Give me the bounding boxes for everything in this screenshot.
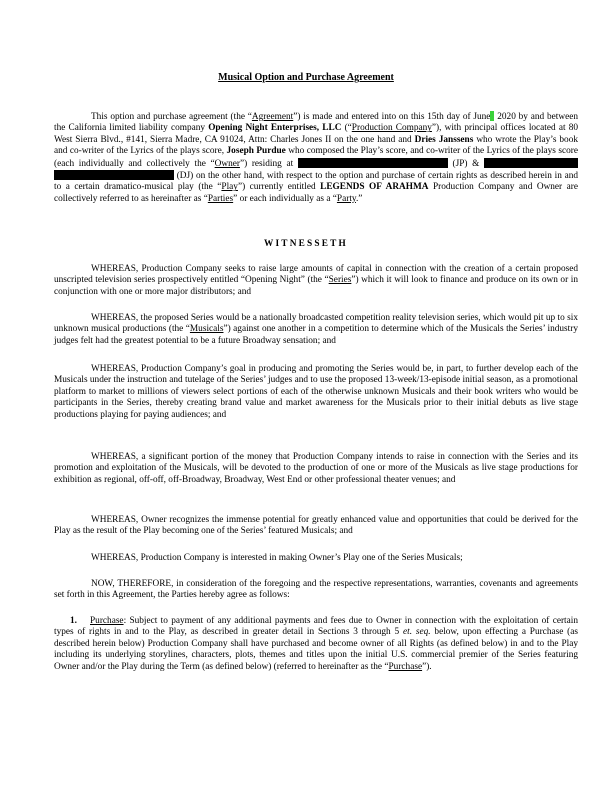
- whereas-paragraph-1: WHEREAS, Production Company seeks to raise large amounts of capital in connection with the creation of a certain proposed unscripted television series prospectively entitled “Opening Night” (the “Series”) which it will look to finance and produce on its own or in conjunction with one or more major distributors; and: [54, 264, 578, 297]
- musicals-term: Musicals: [189, 324, 224, 335]
- purchase-term: Purchase: [388, 661, 423, 672]
- whereas-paragraph-6: WHEREAS, Production Company is interested in making Owner’s Play one of the Series Musicals;: [91, 553, 463, 563]
- intro-paragraph: This option and purchase agreement (the “Agreement”) is made and entered into on this 15th day of June 2020 by and between the California limited liability company Opening Night Enterprises, LLC (“Production Company”), with principal offices located at 80 West Sierra Blvd., #141, Sierra Madre, CA 91024, Attn: Charles Jones II on the one hand and Dries Janssens who wrote the Play’s book and co-writer of the Lyrics of the plays score, Joseph Purdue who composed the Play’s score, and co-writer of the Lyrics of the plays score (each individually and collectively the “Owner”) residing at (JP) & (DJ) on the other hand, with respect to the option and purchase of certain rights as described herein in and to a certain dramatico-musical play (the “Play”) currently entitled LEGENDS OF ARAHMA Production Company and Owner are collectively referred to as hereinafter as “Parties” or each individually as a “Party.”: [54, 112, 579, 204]
- now-therefore-paragraph: NOW, THEREFORE, in consideration of the foregoing and the respective representations, warranties, covenants and agreements set forth in this Agreement, the Parties hereby agree as follows:: [54, 579, 578, 601]
- parties-term: Parties: [207, 193, 234, 204]
- joseph-name: Joseph Purdue: [226, 146, 286, 157]
- play-title: LEGENDS OF ARAHMA: [320, 182, 429, 193]
- owner-term: Owner: [214, 158, 240, 169]
- party-term: Party: [336, 193, 356, 204]
- whereas-paragraph-4: WHEREAS, a significant portion of the money that Production Company intends to raise in connection with the Series and its promotion and exploitation of the Musicals, will be devoted to the production of one or more of the Musicals as live stage productions for exhibition as regional, off-off, off-Broadway, Broadway, West End or other professional theater venues; and: [54, 452, 578, 485]
- section-heading: Purchase: [90, 616, 124, 626]
- witnesseth-heading: WITNESSETH: [263, 239, 348, 249]
- section-1-purchase: 1. Purchase: Subject to payment of any additional payments and fees due to Owner in connection with the exploitation of certain types of rights in and to the Play, as described in greater detail in Sections 3 through 5 et. seq. below, upon effecting a Purchase (as described herein below) Production Company shall have purchased and become owner of all Rights (as defined below) in and to the Play including its underlying storylines, characters, plots, themes and titles upon the initial U.S. commercial premier of the Series featuring Owner and/or the Play during the Term (as defined below) (referred to hereinafter as the “Purchase”).: [54, 616, 579, 672]
- agreement-term: Agreement: [251, 112, 294, 122]
- et-seq-text: et. seq.: [403, 627, 431, 638]
- redaction-block-address-dj-b: [54, 170, 174, 180]
- dries-name: Dries Janssens: [414, 134, 474, 145]
- redaction-block-address-dj-a: [484, 158, 578, 168]
- company-name: Opening Night Enterprises, LLC: [208, 123, 342, 134]
- whereas-paragraph-5: WHEREAS, Owner recognizes the immense potential for greatly enhanced value and opportunities that could be derived for the Play as the result of the Play becoming one of the Series’ featured Musicals; and: [54, 515, 578, 537]
- production-company-term: Production Company: [351, 123, 432, 134]
- section-number: 1.: [70, 616, 77, 626]
- series-term: Series: [328, 275, 352, 286]
- whereas-paragraph-2: WHEREAS, the proposed Series would be a nationally broadcasted competition reality television series, which would pit up to six unknown musical productions (the “Musicals”) against one another in a competition to determine which of the Musicals the Series’ industry judges felt had the greatest potential to be a future Broadway sensation; and: [54, 313, 578, 346]
- document-title: Musical Option and Purchase Agreement: [218, 72, 394, 83]
- redaction-block-address-jp: [298, 158, 448, 168]
- play-term: Play: [221, 182, 238, 193]
- whereas-paragraph-3: WHEREAS, Production Company’s goal in producing and promoting the Series would be, in part, to further develop each of the Musicals under the instruction and tutelage of the Series’ judges and to use the proposed 13-week/13-episode initial season, as a promotional platform to market to millions of viewers select portions of each of the otherwise unknown Musicals and their book writers who would be participants in the Series, thereby creating brand value and market awareness for the Musicals prior to their initial debuts as live stage productions playing for paying audiences; and: [54, 364, 578, 420]
